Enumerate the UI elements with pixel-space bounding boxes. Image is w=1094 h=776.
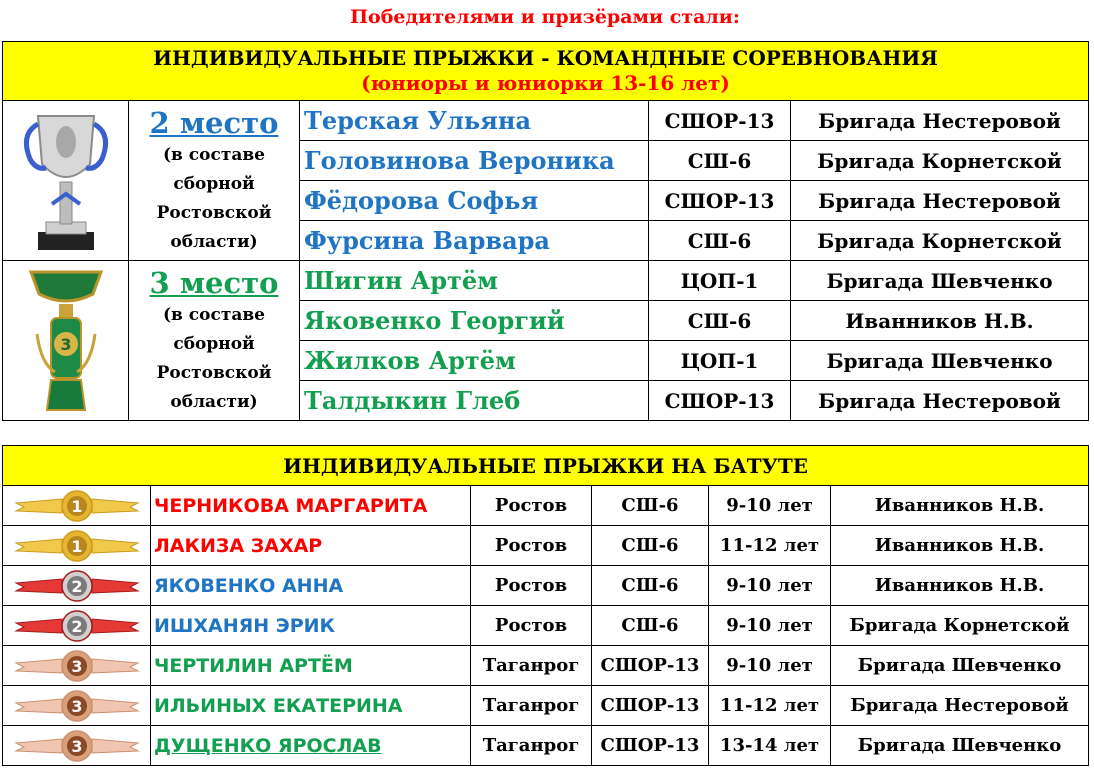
athlete-name: ЧЕРНИКОВА МАРГАРИТА — [151, 486, 471, 526]
medal-3-icon — [12, 649, 142, 683]
place-note-line: Ростовской — [156, 203, 272, 223]
place-note-line: (в составе — [163, 145, 265, 165]
athlete-name: ИЛЬИНЫХ ЕКАТЕРИНА — [151, 686, 471, 726]
medal-number: 3 — [70, 656, 83, 676]
athlete-name: Яковенко Георгий — [300, 301, 649, 341]
medal-number: 1 — [70, 496, 83, 516]
place-note-line: области) — [170, 392, 258, 412]
place-2-cell — [129, 101, 300, 261]
athlete-name: ЯКОВЕНКО АННА — [151, 566, 471, 606]
coach-name: Бригада Шевченко — [831, 646, 1089, 686]
table-row — [3, 526, 1089, 566]
athlete-name: Шигин Артём — [300, 261, 649, 301]
team-results-table — [2, 41, 1089, 421]
medal-1-icon — [12, 489, 142, 523]
coach-name: Бригада Нестеровой — [791, 381, 1089, 421]
athlete-name: ЛАКИЗА ЗАХАР — [151, 526, 471, 566]
svg-text:3: 3 — [59, 334, 72, 354]
athlete-name: Фёдорова Софья — [300, 181, 649, 221]
city-name: Ростов — [471, 486, 592, 526]
coach-name: Бригада Шевченко — [791, 341, 1089, 381]
place-note-line: Ростовской — [156, 363, 272, 383]
age-group: 9-10 лет — [709, 606, 831, 646]
club-name: СШ-6 — [592, 486, 709, 526]
medal-2-icon — [12, 569, 142, 603]
medal-cell — [3, 646, 151, 686]
silver-cup-image — [3, 101, 129, 261]
coach-name: Бригада Шевченко — [791, 261, 1089, 301]
coach-name: Бригада Нестеровой — [791, 181, 1089, 221]
medal-3-icon — [12, 689, 142, 723]
team-header — [3, 42, 1089, 101]
athlete-name: Жилков Артём — [300, 341, 649, 381]
coach-name: Иванников Н.В. — [831, 486, 1089, 526]
table-row — [3, 261, 1089, 301]
city-name: Таганрог — [471, 646, 592, 686]
age-group: 11-12 лет — [709, 526, 831, 566]
club-name: СШОР-13 — [649, 101, 791, 141]
page-title: Победителями и призёрами стали: — [350, 6, 740, 28]
medal-cell — [3, 526, 151, 566]
club-name: ЦОП-1 — [649, 341, 791, 381]
table-row — [3, 646, 1089, 686]
table-row — [3, 101, 1089, 141]
coach-name: Бригада Нестеровой — [831, 686, 1089, 726]
club-name: СШОР-13 — [592, 726, 709, 766]
medal-cell — [3, 486, 151, 526]
coach-name: Иванников Н.В. — [831, 526, 1089, 566]
place-note-line: области) — [170, 232, 258, 252]
athlete-name: ЧЕРТИЛИН АРТЁМ — [151, 646, 471, 686]
age-group: 9-10 лет — [709, 646, 831, 686]
club-name: СШОР-13 — [649, 381, 791, 421]
trampoline-results-table — [2, 445, 1089, 766]
team-header-subtitle: (юниоры и юниорки 13-16 лет) — [361, 71, 730, 95]
age-group: 9-10 лет — [709, 486, 831, 526]
green-cup-icon — [21, 264, 111, 414]
medal-number: 2 — [70, 576, 83, 596]
athlete-name: Головинова Вероника — [300, 141, 649, 181]
table-row — [3, 566, 1089, 606]
club-name: СШ-6 — [649, 221, 791, 261]
silver-cup-icon — [16, 104, 116, 254]
place-note-line: (в составе — [163, 305, 265, 325]
place-3-cell — [129, 261, 300, 421]
table-row — [3, 486, 1089, 526]
trampoline-header-row — [3, 446, 1089, 486]
athlete-name: ДУЩЕНКО ЯРОСЛАВ — [151, 726, 471, 766]
medal-number: 1 — [70, 536, 83, 556]
athlete-name: Фурсина Варвара — [300, 221, 649, 261]
city-name: Ростов — [471, 566, 592, 606]
athlete-name: Талдыкин Глеб — [300, 381, 649, 421]
club-name: СШ-6 — [592, 526, 709, 566]
medal-1-icon — [12, 529, 142, 563]
club-name: СШОР-13 — [592, 686, 709, 726]
city-name: Ростов — [471, 526, 592, 566]
city-name: Таганрог — [471, 726, 592, 766]
medal-3-icon — [12, 729, 142, 763]
table-row — [3, 606, 1089, 646]
place-note-line: сборной — [173, 174, 255, 194]
age-group: 9-10 лет — [709, 566, 831, 606]
medal-cell — [3, 566, 151, 606]
club-name: СШОР-13 — [592, 646, 709, 686]
athlete-name: ИШХАНЯН ЭРИК — [151, 606, 471, 646]
medal-number: 2 — [70, 616, 83, 636]
place-2-title: 2 место — [149, 106, 279, 140]
place-3-title: 3 место — [149, 266, 279, 300]
city-name: Таганрог — [471, 686, 592, 726]
coach-name: Иванников Н.В. — [791, 301, 1089, 341]
table-row — [3, 686, 1089, 726]
green-cup-image — [3, 261, 129, 421]
city-name: Ростов — [471, 606, 592, 646]
club-name: СШ-6 — [592, 566, 709, 606]
table-row — [3, 726, 1089, 766]
team-header-title: ИНДИВИДУАЛЬНЫЕ ПРЫЖКИ - КОМАНДНЫЕ СОРЕВНОВАНИЯ — [153, 46, 938, 70]
coach-name: Бригада Нестеровой — [791, 101, 1089, 141]
club-name: СШОР-13 — [649, 181, 791, 221]
coach-name: Иванников Н.В. — [831, 566, 1089, 606]
coach-name: Бригада Корнетской — [791, 141, 1089, 181]
club-name: СШ-6 — [649, 301, 791, 341]
age-group: 11-12 лет — [709, 686, 831, 726]
medal-cell — [3, 686, 151, 726]
coach-name: Бригада Корнетской — [791, 221, 1089, 261]
medal-number: 3 — [70, 736, 83, 756]
age-group: 13-14 лет — [709, 726, 831, 766]
medal-2-icon — [12, 609, 142, 643]
place-note-line: сборной — [173, 334, 255, 354]
coach-name: Бригада Корнетской — [831, 606, 1089, 646]
medal-number: 3 — [70, 696, 83, 716]
team-header-row — [3, 42, 1089, 101]
medal-cell — [3, 726, 151, 766]
trampoline-header: ИНДИВИДУАЛЬНЫЕ ПРЫЖКИ НА БАТУТЕ — [3, 446, 1089, 486]
club-name: ЦОП-1 — [649, 261, 791, 301]
club-name: СШ-6 — [592, 606, 709, 646]
athlete-name: Терская Ульяна — [300, 101, 649, 141]
medal-cell — [3, 606, 151, 646]
club-name: СШ-6 — [649, 141, 791, 181]
coach-name: Бригада Шевченко — [831, 726, 1089, 766]
